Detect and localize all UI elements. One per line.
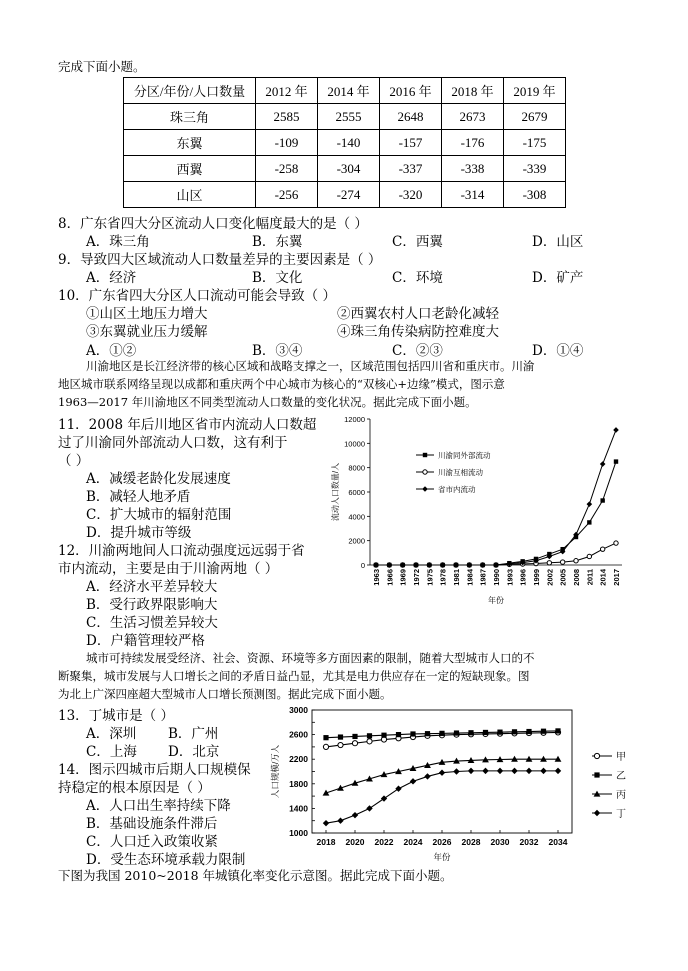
x-tick-label: 2024 (403, 837, 423, 847)
question-10-stem: 10．广东省四大分区人口流动可能会导致（ ） (58, 288, 336, 304)
data-point (555, 728, 560, 733)
y-axis-title: 人口规模/万人 (270, 744, 280, 799)
legend-label: 丁 (616, 809, 626, 820)
question-10-statement-1: ①山区土地压力增大 (86, 306, 208, 322)
y-tick-label: 3000 (289, 705, 308, 715)
data-point (454, 730, 459, 735)
question-12-stem-line-2: 市内流动，主要是由于川渝两地（ ） (58, 561, 279, 577)
data-point (512, 729, 517, 734)
table-cell: 2679 (504, 104, 566, 130)
table-cell: 2673 (442, 104, 504, 130)
data-point (482, 768, 488, 774)
x-tick-label: 2028 (461, 837, 481, 847)
question-12-stem-line-1: 12．川渝两地间人口流动强度远远弱于省 (58, 543, 305, 559)
question-10-option-d[interactable]: D．①④ (532, 343, 584, 359)
table-cell: 2585 (256, 104, 318, 130)
x-tick-label: 2018 (316, 837, 336, 847)
y-axis-title: 流动人口数量/人 (331, 462, 340, 522)
question-13-option-c[interactable]: C．上海 (86, 744, 137, 760)
x-tick-label: 1999 (532, 569, 541, 586)
table-cell: 东翼 (124, 130, 256, 156)
legend-marker (594, 753, 599, 758)
x-tick-label: 2008 (572, 569, 581, 586)
x-tick-label: 1993 (505, 569, 515, 586)
question-11-stem-line-1: 11．2008 年后川地区省市内流动人口数超 (58, 417, 317, 433)
data-point (540, 768, 546, 774)
question-13-option-d[interactable]: D．北京 (168, 744, 220, 760)
question-13-option-a[interactable]: A．深圳 (86, 726, 137, 742)
x-tick-label: 1978 (438, 569, 448, 586)
question-10-statement-3: ③东翼就业压力缓解 (86, 324, 208, 340)
question-9-option-d[interactable]: D．矿产 (532, 270, 584, 286)
data-point (497, 768, 503, 774)
data-point (587, 554, 591, 558)
question-12-option-d[interactable]: D．户籍管理较严格 (86, 633, 205, 649)
table-cell: -140 (318, 130, 380, 156)
passage-2-line-2: 地区城市联系网络呈现以成都和重庆两个中心城市为核心的“双核心+边缘”模式，图示意 (58, 377, 505, 391)
table-cell: -176 (442, 130, 504, 156)
x-tick-label: 1966 (385, 569, 395, 586)
x-tick-label: 1969 (398, 569, 408, 586)
data-point (352, 741, 357, 746)
data-point (497, 730, 502, 735)
legend-label: 川渝互相流动 (438, 468, 483, 477)
y-tick-label: 2200 (289, 754, 308, 765)
data-point (323, 744, 328, 749)
y-tick-label: 6000 (348, 488, 365, 497)
x-axis-title: 年份 (488, 596, 504, 605)
legend-label: 甲 (616, 752, 626, 763)
data-point (600, 461, 606, 467)
x-tick-label: 1975 (425, 569, 435, 586)
data-point (338, 742, 343, 747)
y-tick-label: 1400 (289, 803, 308, 814)
question-12-option-b[interactable]: B．受行政界限影响大 (86, 597, 218, 613)
question-8-option-a[interactable]: A．珠三角 (86, 234, 150, 250)
question-9-option-a[interactable]: A．经济 (86, 270, 137, 286)
table-cell: 2648 (380, 104, 442, 130)
data-point (526, 729, 531, 734)
question-9-stem: 9．导致四大区域流动人口数量差异的主要因素是（ ） (58, 252, 382, 268)
data-point (337, 818, 343, 824)
question-13-stem: 13．丁城市是（ ） (58, 708, 174, 724)
table-cell: -175 (504, 130, 566, 156)
data-point (483, 730, 488, 735)
data-point (396, 732, 401, 737)
question-14-stem-line-1: 14．图示四城市后期人口规模保 (58, 762, 251, 778)
x-tick-label: 2017 (612, 569, 621, 586)
x-tick-label: 2005 (558, 569, 568, 586)
table-header-cell: 2014 年 (318, 78, 380, 104)
x-tick-label: 1990 (492, 569, 501, 586)
x-tick-label: 1996 (518, 569, 528, 586)
question-14-option-b[interactable]: B．基础设施条件滞后 (86, 816, 218, 832)
table-cell: -308 (504, 182, 566, 208)
y-tick-label: 1000 (289, 828, 308, 838)
table-cell: -256 (256, 182, 318, 208)
x-tick-label: 2020 (345, 837, 365, 847)
table-header-cell: 2019 年 (504, 78, 566, 104)
table-cell: -304 (318, 156, 380, 182)
x-tick-label: 2022 (374, 837, 394, 847)
question-8-option-b[interactable]: B．东翼 (252, 234, 303, 250)
y-tick-label: 10000 (344, 439, 365, 449)
megacity-population-forecast-chart (262, 700, 642, 870)
data-point (547, 561, 551, 565)
data-point (468, 768, 474, 774)
table-cell: -109 (256, 130, 318, 156)
data-point (424, 773, 430, 779)
y-tick-label: 1800 (289, 778, 308, 789)
table-header-cell: 2018 年 (442, 78, 504, 104)
table-cell: 山区 (124, 182, 256, 208)
x-tick-label: 2014 (598, 569, 608, 586)
table-row (124, 182, 566, 208)
question-11-option-c[interactable]: C．扩大城市的辐射范围 (86, 507, 232, 523)
x-axis-title: 年份 (433, 852, 451, 862)
data-point (395, 786, 401, 792)
table-cell: -337 (380, 156, 442, 182)
legend-marker (594, 772, 599, 777)
series-line-1 (376, 462, 616, 565)
y-tick-label: 2000 (348, 536, 365, 546)
question-14-option-d[interactable]: D．受生态环境承载力限制 (86, 852, 246, 868)
data-point (614, 541, 618, 545)
data-point (614, 459, 618, 463)
legend-label: 乙 (616, 771, 626, 782)
passage-3-line-1: 城市可持续发展受经济、社会、资源、环境等多方面因素的限制，随着大型城市人口的不 (86, 651, 535, 665)
data-point (338, 734, 343, 739)
x-tick-label: 1984 (465, 569, 475, 586)
population-table (123, 77, 566, 208)
x-tick-label: 2034 (548, 837, 568, 847)
data-point (439, 770, 445, 776)
intro-text: 完成下面小题。 (58, 59, 146, 74)
data-point (555, 768, 561, 774)
passage-2-line-1: 川渝地区是长江经济带的核心区域和战略支撑之一，区域范围包括四川省和重庆市。川渝 (86, 359, 535, 373)
table-cell: -157 (380, 130, 442, 156)
question-11-stem-line-3: （ ） (58, 453, 90, 469)
data-point (453, 768, 459, 774)
footer-text: 下图为我国 2010~2018 年城镇化率变化示意图。据此完成下面小题。 (58, 868, 453, 883)
question-10-statement-4: ④珠三角传染病防控难度大 (337, 324, 499, 340)
table-cell: -320 (380, 182, 442, 208)
table-header-cell: 2016 年 (380, 78, 442, 104)
table-cell: -314 (442, 182, 504, 208)
passage-2-line-3: 1963—2017 年川渝地区不同类型流动人口数量的变化状况。据此完成下面小题。 (58, 395, 477, 409)
data-point (352, 734, 357, 739)
table-cell: 西翼 (124, 156, 256, 182)
question-10-option-c[interactable]: C．②③ (392, 343, 443, 359)
series-line-2 (376, 543, 616, 565)
question-8-option-d[interactable]: D．山区 (532, 234, 584, 250)
legend-marker (594, 810, 600, 816)
x-tick-label: 2030 (490, 837, 510, 847)
question-11-option-b[interactable]: B．减轻人地矛盾 (86, 489, 191, 505)
y-tick-label: 12000 (344, 415, 365, 424)
sichuan-chongqing-migration-chart (320, 405, 630, 605)
data-point (366, 805, 372, 811)
question-11-option-a[interactable]: A．减缓老龄化发展速度 (86, 471, 231, 487)
passage-3-line-2: 断聚集，城市发展与人口增长之间的矛盾日益凸显，尤其是电力供应存在一定的短缺现象。图 (58, 669, 530, 683)
data-point (425, 731, 430, 736)
legend-marker (422, 486, 428, 492)
series-line-4 (326, 771, 558, 823)
passage-3-line-3: 为北上广深四座超大型城市人口增长预测图。据此完成下面小题。 (58, 687, 392, 701)
data-point (600, 547, 604, 551)
data-point (468, 730, 473, 735)
table-cell: 珠三角 (124, 104, 256, 130)
table-row (124, 104, 566, 130)
question-13-option-b[interactable]: B．广州 (168, 726, 219, 742)
legend-label: 川渝同外部流动 (438, 451, 491, 460)
question-12-option-c[interactable]: C．生活习惯差异较大 (86, 615, 218, 631)
data-point (587, 501, 593, 507)
legend-marker (423, 453, 427, 457)
question-14-option-a[interactable]: A．人口出生率持续下降 (86, 798, 231, 814)
x-tick-label: 1981 (452, 569, 461, 586)
question-11-option-d[interactable]: D．提升城市等级 (86, 525, 192, 541)
data-point (323, 820, 329, 826)
question-11-stem-line-2: 过了川渝同外部流动人口数，这有利于 (58, 435, 288, 451)
data-point (613, 427, 619, 433)
table-cell: -274 (318, 182, 380, 208)
y-tick-label: 4000 (348, 512, 365, 522)
question-9-option-b[interactable]: B．文化 (252, 270, 303, 286)
question-8-stem: 8．广东省四大分区流动人口变化幅度最大的是（ ） (58, 216, 368, 232)
question-10-statement-2: ②西翼农村人口老龄化减轻 (337, 306, 499, 322)
question-12-option-a[interactable]: A．经济水平差异较大 (86, 579, 218, 595)
y-tick-label: 8000 (348, 463, 365, 473)
table-header-cell: 分区/年份/人口数量 (124, 78, 256, 104)
question-10-option-a[interactable]: A．①② (86, 343, 137, 359)
table-row (124, 130, 566, 156)
question-9-option-c[interactable]: C．环境 (392, 270, 443, 286)
data-point (410, 778, 416, 784)
table-header-row (124, 78, 566, 104)
table-cell: -338 (442, 156, 504, 182)
question-14-option-c[interactable]: C．人口迁入政策收紧 (86, 834, 218, 850)
legend-marker (423, 470, 427, 474)
question-8-option-c[interactable]: C．西翼 (392, 234, 443, 250)
data-point (574, 559, 578, 563)
x-tick-label: 1972 (412, 569, 421, 586)
y-tick-label: 2600 (289, 729, 308, 740)
legend-label: 丙 (616, 790, 626, 801)
data-point (587, 520, 591, 524)
x-tick-label: 2026 (432, 837, 452, 847)
data-point (381, 795, 387, 801)
data-point (367, 733, 372, 738)
data-point (352, 812, 358, 818)
data-point (526, 768, 532, 774)
data-point (541, 729, 546, 734)
data-point (560, 560, 564, 564)
x-tick-label: 2002 (545, 569, 555, 586)
data-point (367, 739, 372, 744)
data-point (511, 768, 517, 774)
data-point (323, 735, 328, 740)
table-cell: -258 (256, 156, 318, 182)
x-tick-label: 1987 (478, 569, 488, 586)
x-tick-label: 2011 (585, 569, 595, 586)
table-cell: 2555 (318, 104, 380, 130)
y-tick-label: 0 (360, 561, 365, 570)
x-tick-label: 1963 (372, 569, 381, 586)
table-cell: -339 (504, 156, 566, 182)
table-row (124, 156, 566, 182)
data-point (600, 498, 604, 502)
data-point (439, 731, 444, 736)
data-point (410, 731, 415, 736)
table-header-cell: 2012 年 (256, 78, 318, 104)
question-14-stem-line-2: 持稳定的根本原因是（ ） (58, 780, 211, 796)
legend-label: 省市内流动 (438, 485, 476, 494)
data-point (381, 733, 386, 738)
series-line-3 (376, 430, 616, 565)
x-tick-label: 2032 (519, 837, 539, 847)
question-10-option-b[interactable]: B．③④ (252, 343, 303, 359)
